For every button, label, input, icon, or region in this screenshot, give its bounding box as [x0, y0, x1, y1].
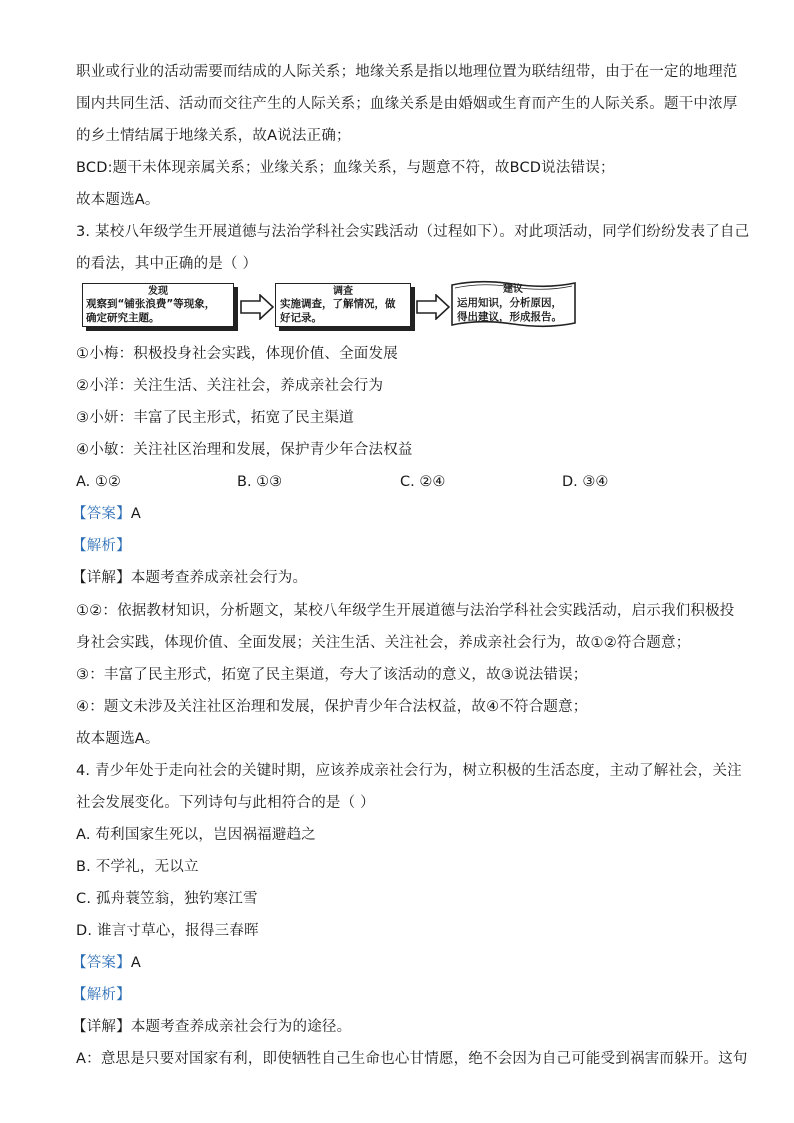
- right-arrow-icon: [416, 294, 450, 320]
- question-4-stem: 社会发展变化。下列诗句与此相符合的是（ ）: [76, 795, 375, 811]
- flow-box-title: 调查: [333, 286, 353, 297]
- text-line: ①②：依据教材知识，分析题文，某校八年级学生开展道德与法治学科社会实践活动，启示我们积极投: [76, 603, 735, 619]
- option-a: A. 苟利国家生死以，岂因祸福避趋之: [76, 827, 316, 843]
- flow-box-text: 实施调查，了解情况，做: [280, 298, 396, 310]
- flow-box-text: 观察到“铺张浪费”等现象，: [86, 298, 216, 310]
- answer-value: A: [130, 506, 141, 522]
- answer-line: [72, 504, 141, 524]
- detail-line: [72, 568, 307, 588]
- flow-box-text: 好记录。: [280, 312, 322, 324]
- option-b: B. 不学礼，无以立: [76, 859, 199, 875]
- flow-box-discover: [82, 283, 234, 327]
- analysis-line: [72, 536, 131, 556]
- option-d: D. 谁言寸草心，报得三春晖: [76, 923, 259, 939]
- statement-item: ②小洋：关注生活、关注社会，养成亲社会行为: [76, 378, 384, 394]
- flow-box-text: 得出建议，形成报告。: [457, 311, 562, 323]
- detail-text: 本题考查养成亲社会行为。: [130, 570, 308, 586]
- answer-value: A: [130, 955, 141, 971]
- detail-label: 【详解】: [72, 1019, 131, 1035]
- flow-box-title: 建议: [503, 284, 523, 295]
- flow-box-investigate: [275, 283, 411, 327]
- text-line: 故本题选A。: [76, 731, 160, 747]
- flow-box-text: 确定研究主题。: [86, 312, 160, 324]
- flow-box-suggest: [452, 283, 574, 327]
- flow-box-title: 发现: [148, 286, 168, 297]
- question-4-stem: 4. 青少年处于走向社会的关键时期，应该养成亲社会行为，树立积极的生活态度，主动了解社会，关注: [76, 763, 742, 779]
- statement-item: ④小敏：关注社区治理和发展，保护青少年合法权益: [76, 442, 413, 458]
- analysis-label: 【解析】: [72, 987, 131, 1003]
- question-3-stem: 的看法，其中正确的是（ ）: [76, 256, 258, 272]
- text-line: 职业或行业的活动需要而结成的人际关系；地缘关系是指以地理位置为联结纽带，由于在一定的地理范: [76, 64, 738, 80]
- option-c: C. 孤舟蓑笠翁，独钓寒江雪: [76, 891, 258, 907]
- text-line: A：意思是只要对国家有利，即使牺牲自己生命也心甘情愿，绝不会因为自己可能受到祸害而躲开。这句: [76, 1051, 748, 1067]
- option-a: A. ①②: [76, 474, 121, 490]
- text-line: ④：题文未涉及关注社区治理和发展，保护青少年合法权益，故④不符合题意；: [76, 699, 588, 715]
- answer-label: 【答案】: [72, 506, 131, 522]
- question-3-stem: 3. 某校八年级学生开展道德与法治学科社会实践活动（过程如下）。对此项活动，同学们纷纷发表了自己: [76, 224, 750, 240]
- text-line: 身社会实践，体现价值、全面发展；关注生活、关注社会，养成亲社会行为，故①②符合题意；: [76, 635, 691, 651]
- detail-line: [72, 1017, 351, 1037]
- answer-line: [72, 953, 141, 973]
- detail-text: 本题考查养成亲社会行为的途径。: [130, 1019, 352, 1035]
- statement-item: ①小梅：积极投身社会实践，体现价值、全面发展: [76, 346, 398, 362]
- analysis-line: [72, 985, 131, 1005]
- text-line: 的乡土情结属于地缘关系，故A说法正确；: [76, 128, 351, 144]
- text-line: BCD:题干未体现亲属关系；业缘关系；血缘关系，与题意不符，故BCD说法错误；: [76, 160, 615, 176]
- answer-label: 【答案】: [72, 955, 131, 971]
- text-line: 故本题选A。: [76, 192, 160, 208]
- option-b: B. ①③: [237, 474, 283, 490]
- analysis-label: 【解析】: [72, 538, 131, 554]
- option-c: C. ②④: [400, 474, 446, 490]
- detail-label: 【详解】: [72, 570, 131, 586]
- option-d: D. ③④: [562, 474, 609, 490]
- statement-item: ③小妍：丰富了民主形式，拓宽了民主渠道: [76, 410, 354, 426]
- text-line: 围内共同生活、活动而交往产生的人际关系；血缘关系是由婚姻或生育而产生的人际关系。题干中浓厚: [76, 96, 738, 112]
- right-arrow-icon: [240, 294, 274, 320]
- text-line: ③：丰富了民主形式，拓宽了民主渠道，夸大了该活动的意义，故③说法错误；: [76, 667, 588, 683]
- flow-box-text: 运用知识，分析原因，: [457, 297, 562, 309]
